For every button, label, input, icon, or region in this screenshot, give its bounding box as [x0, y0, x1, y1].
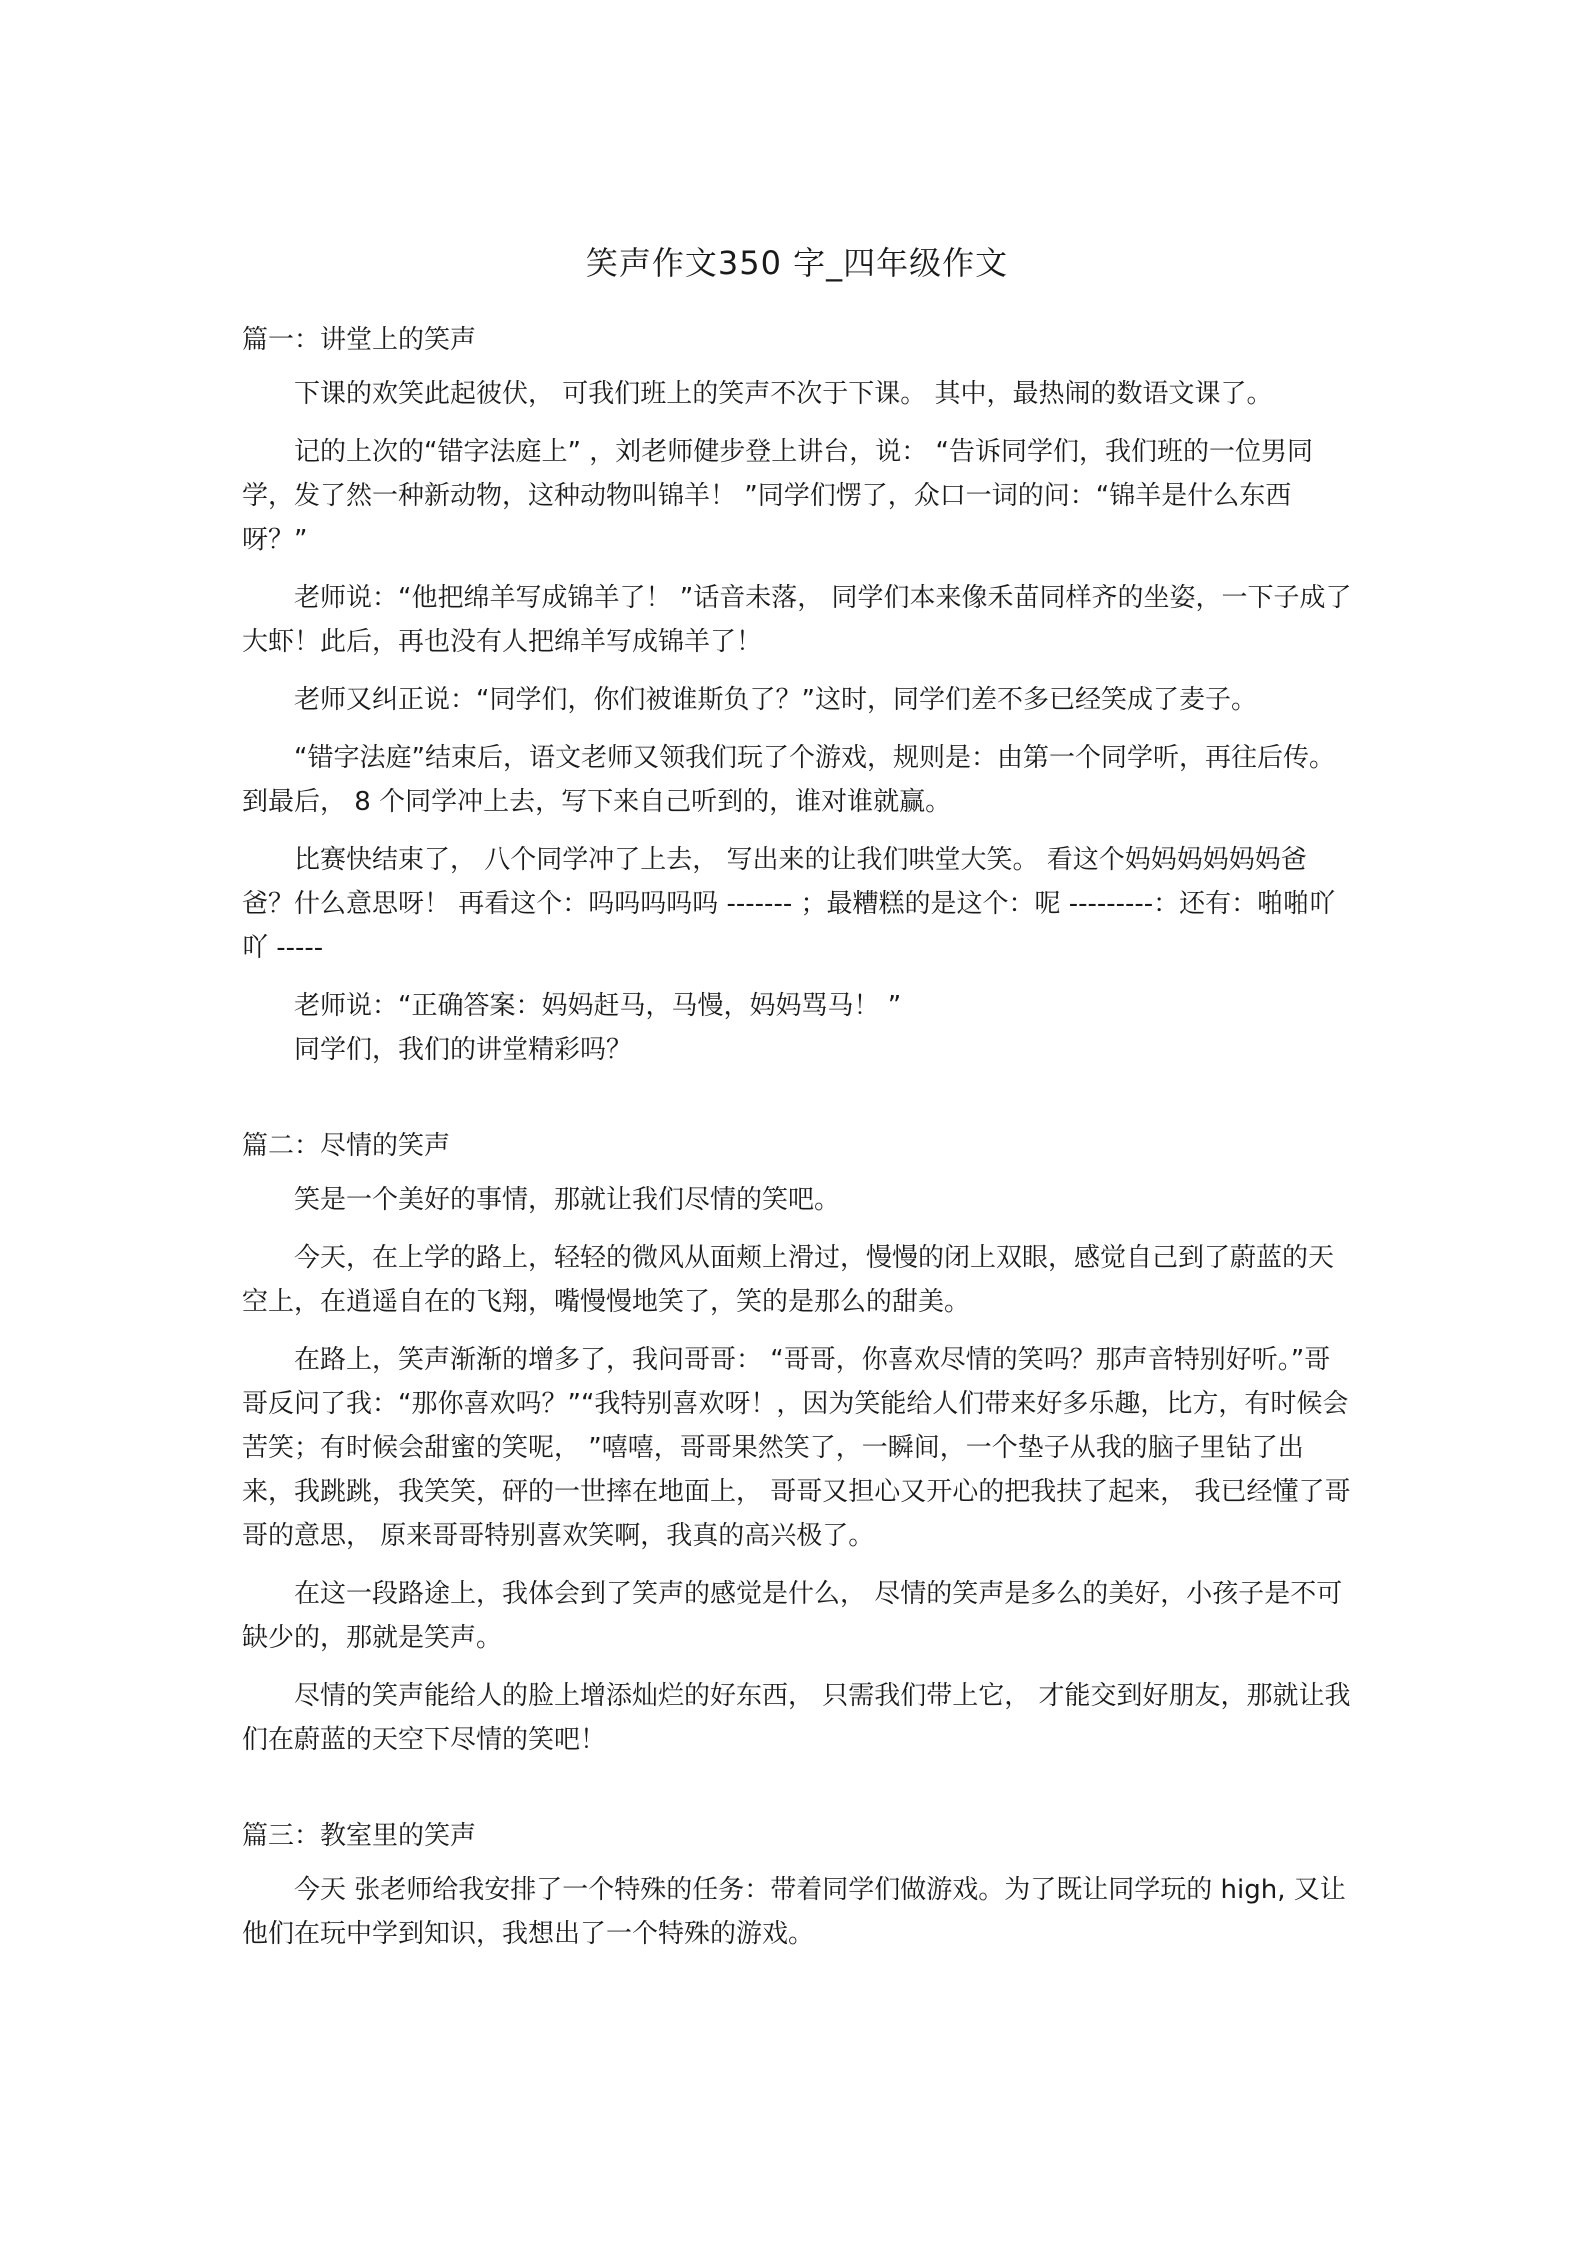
paragraph: 今天 张老师给我安排了一个特殊的任务：带着同学们做游戏。为了既让同学玩的 high, 又让他们在玩中学到知识，我想出了一个特殊的游戏。 [242, 1875, 1346, 1949]
paragraph: 在路上，笑声渐渐的增多了，我问哥哥： “哥哥，你喜欢尽情的笑吗？那声音特别好听。”哥哥反问了我：“那你喜欢吗？”“我特别喜欢呀！，因为笑能给人们带来好多乐趣，比方，有时候会苦笑；有时候会甜蜜的笑呢， ”嘻嘻，哥哥果然笑了，一瞬间，一个垫子从我的脑子里钻了出来，我跳跳，我笑笑，砰的一世摔在地面上， 哥哥又担心又开心的把我扶了起来， 我已经懂了哥哥的意思， 原来哥哥特别喜欢笑啊，我真的高兴极了。 [242, 1345, 1351, 1551]
document-title: 笑声作文350 字_四年级作文 [585, 244, 1009, 282]
paragraph: 下课的欢笑此起彼伏， 可我们班上的笑声不次于下课。 其中，最热闹的数语文课了。 [294, 379, 1273, 409]
section-heading: 篇三：教室里的笑声 [242, 1821, 477, 1851]
section-2 [242, 1124, 1354, 1762]
section-3 [242, 1814, 1354, 1956]
paragraph: 老师又纠正说：“同学们，你们被谁斯负了？”这时，同学们差不多已经笑成了麦子。 [294, 685, 1257, 715]
section-1 [242, 318, 1354, 1072]
paragraph: 老师说：“正确答案：妈妈赶马，马慢，妈妈骂马！ ” [294, 991, 902, 1021]
paragraph: 笑是一个美好的事情，那就让我们尽情的笑吧。 [294, 1185, 841, 1215]
paragraph: 在这一段路途上，我体会到了笑声的感觉是什么， 尽情的笑声是多么的美好，小孩子是不可缺少的，那就是笑声。 [242, 1579, 1343, 1653]
paragraph: “错字法庭”结束后，语文老师又领我们玩了个游戏，规则是：由第一个同学听，再往后传。到最后， 8 个同学冲上去，写下来自己听到的，谁对谁就赢。 [242, 743, 1335, 817]
paragraph: 老师说：“他把绵羊写成锦羊了！ ”话音未落， 同学们本来像禾苗同样齐的坐姿，一下子成了大虾！此后，再也没有人把绵羊写成锦羊了！ [242, 583, 1352, 657]
section-heading: 篇一：讲堂上的笑声 [242, 325, 477, 355]
paragraph: 同学们，我们的讲堂精彩吗？ [294, 1035, 633, 1065]
document-body [242, 318, 1354, 2008]
paragraph: 今天，在上学的路上，轻轻的微风从面颊上滑过，慢慢的闭上双眼，感觉自己到了蔚蓝的天空上，在逍遥自在的飞翔，嘴慢慢地笑了，笑的是那么的甜美。 [242, 1243, 1335, 1317]
paragraph: 记的上次的“错字法庭上” ，刘老师健步登上讲台，说： “告诉同学们，我们班的一位男同学，发了然一种新动物，这种动物叫锦羊！ ”同学们愣了，众口一词的问：“锦羊是什么东西呀？” [242, 437, 1313, 555]
section-heading: 篇二：尽情的笑声 [242, 1131, 451, 1161]
paragraph: 尽情的笑声能给人的脸上增添灿烂的好东西， 只需我们带上它， 才能交到好朋友，那就让我们在蔚蓝的天空下尽情的笑吧！ [242, 1681, 1351, 1755]
paragraph: 比赛快结束了， 八个同学冲了上去， 写出来的让我们哄堂大笑。 看这个妈妈妈妈妈妈爸爸？什么意思呀！ 再看这个：吗吗吗吗吗 ------- ；最糟糕的是这个：呢 ---------：还有：啪啪吖吖 ----- [242, 845, 1336, 963]
